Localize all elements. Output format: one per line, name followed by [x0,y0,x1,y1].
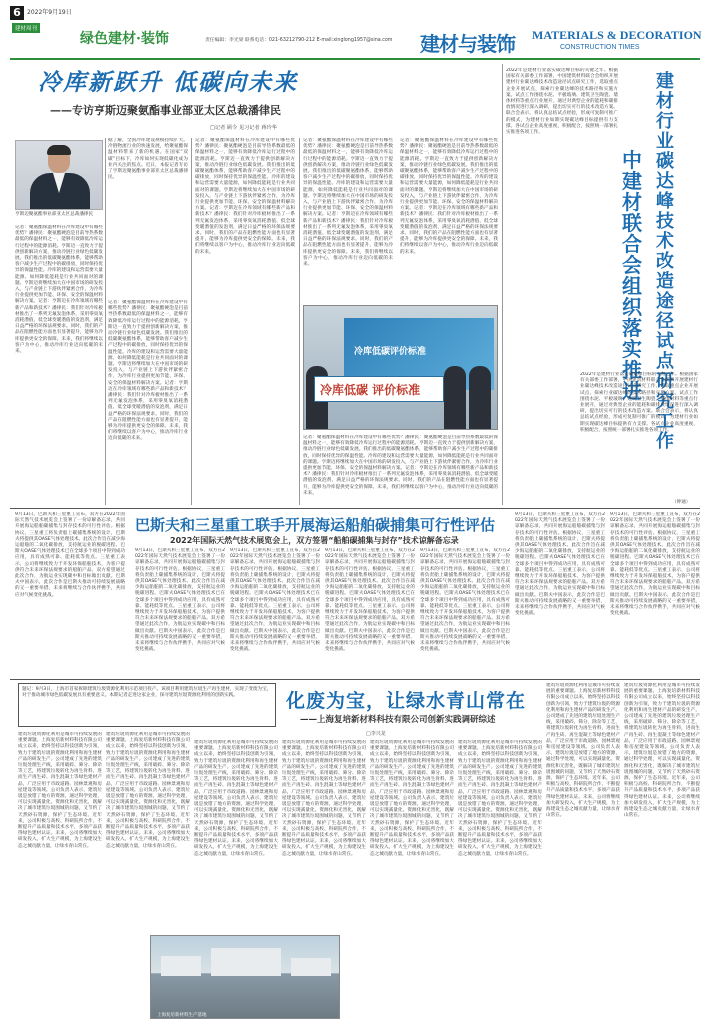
article2-col6: 9月13日，巴斯夫和三星重工宣布，双方在2022年国际天然气技术展览会上签署了一份谅解备忘录，共同开展海运船舶碳捕集与封存技术的可行性评估。根据协议，三星重工将负责船上碳捕集系统的设计，巴斯夫将提供其OASE气体处理技术。此次合作旨在减少海运船舶的二氧化碳排放，支持航运业的脱碳进程。巴斯夫OASE气体处理技术已在全球多个项目中得到成功应用，具有成熟可靠、能耗低等优点。三星重工表示，公司将继续致力于开发环保船舶技术，为客户提供符合未来环保法规要求的船舶产品。双方希望通过此次合作，为航运业实现碳中和目标做出贡献。巴斯夫中国表示，此次合作是巴斯夫推动可持续发展战略的又一重要举措，未来将继续与合作伙伴携手，共同应对气候变化挑战。 [515,512,605,617]
portrait-photo [15,140,103,210]
article1-col1: 记者：聚氨酯保温材料在冷库建设中有哪些优势？潘律民：聚氨酯硬泡是目前导热系数最低的保温材料之一，能够有效降低冷库运行过程中的能源消耗。亨斯迈一直致力于提供创新解决方案，推动冷链行业绿色低碳发展。我们推出的低碳聚氨酯体系，能够帮助客户减少生产过程中的碳排放，同时保持优异的保温性能。冷库的建设和运营需要大量能源，如何降低能耗是行业共同面对的课题。亨斯迈将继续加大在中国市场的研发投入，与产业链上下游伙伴紧密合作，为冷库行业提供更加节能、环保、安全的保温材料解决方案。记者：亨斯迈在冷库领域有哪些新产品和新技术？潘律民：我们针对冷库板材推出了一系列无氟发泡体系，采用零臭氧消耗潜值、低全球变暖潜值的发泡剂，满足日益严格的环保法规要求。同时，我们的产品在阻燃性能方面也有显著提升，能够为冷库提供更安全的保障。未来，我们将继续以客户为中心，推动冷库行业迈向低碳的未来。 [15,225,103,355]
article2-subheadline: 2022年国际天然气技术展览会上，双方签署“船舶碳捕集与封存”技术谅解备忘录 [170,536,459,545]
article2-col7: 9月13日，巴斯夫和三星重工宣布，双方在2022年国际天然气技术展览会上签署了一份谅解备忘录，共同开展海运船舶碳捕集与封存技术的可行性评估。根据协议，三星重工将负责船上碳捕集系统的设计，巴斯夫将提供其OASE气体处理技术。此次合作旨在减少海运船舶的二氧化碳排放，支持航运业的脱碳进程。巴斯夫OASE气体处理技术已在全球多个项目中得到成功应用，具有成熟可靠、能耗低等优点。三星重工表示，公司将继续致力于开发环保船舶技术，为客户提供符合未来环保法规要求的船舶产品。双方希望通过此次合作，为航运业实现碳中和目标做出贡献。巴斯夫中国表示，此次合作是巴斯夫推动可持续发展战略的又一重要举措，未来将继续与合作伙伴携手，共同应对气候变化挑战。 [610,512,700,617]
brand-title-cn: 建材与装饰 [420,32,515,56]
brand-title-en: MATERIALS & DECORATION [532,28,702,42]
right-article-title-2: 中建材联合会组织落实推进 [622,148,642,403]
editor-info: 责任编辑：李光梁 联系电话：021-63212790-212 E-mail:xinglong1957@sina.com [205,38,393,43]
article3-subheadline: ——上海复培新材料科技有限公司创新实践调研综述 [300,715,496,725]
article2-col5: 9月13日，巴斯夫和三星重工宣布，双方在2022年国际天然气技术展览会上签署了一份谅解备忘录，共同开展海运船舶碳捕集与封存技术的可行性评估。根据协议，三星重工将负责船上碳捕集系统的设计，巴斯夫将提供其OASE气体处理技术。此次合作旨在减少海运船舶的二氧化碳排放，支持航运业的脱碳进程。巴斯夫OASE气体处理技术已在全球多个项目中得到成功应用，具有成熟可靠、能耗低等优点。三星重工表示，公司将继续致力于开发环保船舶技术，为客户提供符合未来环保法规要求的船舶产品。双方希望通过此次合作，为航运业实现碳中和目标做出贡献。巴斯夫中国表示，此次合作是巴斯夫推动可持续发展战略的又一重要举措，未来将继续与合作伙伴携手，共同应对气候变化挑战。 [420,548,510,653]
event-plaque-text: 冷库低碳 评价标准 [320,383,421,397]
article1-col3: 记者：聚氨酯保温材料在冷库建设中有哪些优势？潘律民：聚氨酯硬泡是目前导热系数最低的保温材料之一，能够有效降低冷库运行过程中的能源消耗。亨斯迈一直致力于提供创新解决方案，推动冷链行业绿色低碳发展。我们推出的低碳聚氨酯体系，能够帮助客户减少生产过程中的碳排放，同时保持优异的保温性能。冷库的建设和运营需要大量能源，如何降低能耗是行业共同面对的课题。亨斯迈将继续加大在中国市场的研发投入，与产业链上下游伙伴紧密合作，为冷库行业提供更加节能、环保、安全的保温材料解决方案。记者：亨斯迈在冷库领域有哪些新产品和新技术？潘律民：我们针对冷库板材推出了一系列无氟发泡体系，采用零臭氧消耗潜值、低全球变暖潜值的发泡剂，满足日益严格的环保法规要求。同时，我们的产品在阻燃性能方面也有显著提升，能够为冷库提供更安全的保障。未来，我们将继续以客户为中心，推动冷库行业迈向低碳的未来。 [195,138,295,255]
article3-headline: 化废为宝，让绿水青山常在 [286,690,527,712]
article2-col2: 9月13日，巴斯夫和三星重工宣布，双方在2022年国际天然气技术展览会上签署了一份谅解备忘录，共同开展海运船舶碳捕集与封存技术的可行性评估。根据协议，三星重工将负责船上碳捕集系统的设计，巴斯夫将提供其OASE气体处理技术。此次合作旨在减少海运船舶的二氧化碳排放，支持航运业的脱碳进程。巴斯夫OASE气体处理技术已在全球多个项目中得到成功应用，具有成熟可靠、能耗低等优点。三星重工表示，公司将继续致力于开发环保船舶技术，为客户提供符合未来环保法规要求的船舶产品。双方希望通过此次合作，为航运业实现碳中和目标做出贡献。巴斯夫中国表示，此次合作是巴斯夫推动可持续发展战略的又一重要举措，未来将继续与合作伙伴携手，共同应对气候变化挑战。 [135,548,225,653]
right-article-body-1: 2022年是建材行业落实碳达峰目标的关键之年。根据国家有关部委工作部署，中国建筑材料联合会组织开展建材行业碳达峰技术改造途径试点研究工作，选取重点企业开展试点，探索行业碳达峰的技术路径和实施方案。试点工作围绕水泥、平板玻璃、建筑卫生陶瓷、墙体材料等重点行业展开，通过对典型企业的能耗和碳排放情况进行深入调研，提出切实可行的技术改造方案。联合会表示，将认真总结试点经验，形成可复制可推广的模式，为建材行业如期实现碳达峰目标提供有力支撑。各试点企业高度重视，积极配合，按照统一部署扎实推进各项工作。 [506,68,618,136]
article1-col4: 记者：聚氨酯保温材料在冷库建设中有哪些优势？潘律民：聚氨酯硬泡是目前导热系数最低的保温材料之一，能够有效降低冷库运行过程中的能源消耗。亨斯迈一直致力于提供创新解决方案，推动冷链行业绿色低碳发展。我们推出的低碳聚氨酯体系，能够帮助客户减少生产过程中的碳排放，同时保持优异的保温性能。冷库的建设和运营需要大量能源，如何降低能耗是行业共同面对的课题。亨斯迈将继续加大在中国市场的研发投入，与产业链上下游伙伴紧密合作，为冷库行业提供更加节能、环保、安全的保温材料解决方案。记者：亨斯迈在冷库领域有哪些新产品和新技术？潘律民：我们针对冷库板材推出了一系列无氟发泡体系，采用零臭氧消耗潜值、低全球变暖潜值的发泡剂，满足日益严格的环保法规要求。同时，我们的产品在阻燃性能方面也有显著提升，能够为冷库提供更安全的保障。未来，我们将继续以客户为中心，推动冷库行业迈向低碳的未来。 [303,138,393,268]
article3-col8: 建筑垃圾资源化利用是城市可持续发展的重要课题。上海复培新材料科技有限公司成立以来，始终坚持以科技创新为引领，致力于建筑垃圾的资源化利用和再生建材产品的研发生产。公司建成了先进的建筑垃圾处理生产线，采用破碎、筛分、除杂等工艺，将建筑垃圾转化为再生骨料，进而生产再生砖、再生混凝土等绿色建材产品，广泛应用于市政道路、园林景观和房屋建设等领域。公司负责人表示，建筑垃圾是放错了地方的资源，通过科学处理，可以实现减量化、资源化和无害化，既解决了城市建筑垃圾围城的问题，又节约了天然砂石资源，保护了生态环境。近年来，公司积极与高校、科研院所合作，不断提升产品质量和技术水平，多项产品获得绿色建材认证。未来，公司将继续加大研发投入，扩大生产规模，为上海建设生态之城贡献力量，让绿水青山常在。 [624,683,700,819]
article2-col3: 9月13日，巴斯夫和三星重工宣布，双方在2022年国际天然气技术展览会上签署了一份谅解备忘录，共同开展海运船舶碳捕集与封存技术的可行性评估。根据协议，三星重工将负责船上碳捕集系统的设计，巴斯夫将提供其OASE气体处理技术。此次合作旨在减少海运船舶的二氧化碳排放，支持航运业的脱碳进程。巴斯夫OASE气体处理技术已在全球多个项目中得到成功应用，具有成熟可靠、能耗低等优点。三星重工表示，公司将继续致力于开发环保船舶技术，为客户提供符合未来环保法规要求的船舶产品。双方希望通过此次合作，为航运业实现碳中和目标做出贡献。巴斯夫中国表示，此次合作是巴斯夫推动可持续发展战略的又一重要举措，未来将继续与合作伙伴携手，共同应对气候变化挑战。 [230,548,320,653]
event-screen-text: 冷库低碳评价标准 [354,347,427,357]
right-article-title-1: 建材行业碳达峰技术改造途径试点研究工作 [656,71,674,452]
right-article-body-2: 2022年是建材行业落实碳达峰目标的关键之年。根据国家有关部委工作部署，中国建筑材料联合会组织开展建材行业碳达峰技术改造途径试点研究工作，选取重点企业开展试点，探索行业碳达峰的技术路径和实施方案。试点工作围绕水泥、平板玻璃、建筑卫生陶瓷、墙体材料等重点行业展开，通过对典型企业的能耗和碳排放情况进行深入调研，提出切实可行的技术改造方案。联合会表示，将认真总结试点经验，形成可复制可推广的模式，为建材行业如期实现碳达峰目标提供有力支撑。各试点企业高度重视，积极配合，按照统一部署扎实推进各项工作。 [580,372,698,433]
factory-photo-caption: 上海复培新材料生产基地 [157,1013,207,1018]
article1-subheadline: ——专访亨斯迈聚氨酯事业部亚太区总裁潘律民 [50,104,281,117]
article3-col3: 建筑垃圾资源化利用是城市可持续发展的重要课题。上海复培新材料科技有限公司成立以来，始终坚持以科技创新为引领，致力于建筑垃圾的资源化利用和再生建材产品的研发生产。公司建成了先进的建筑垃圾处理生产线，采用破碎、筛分、除杂等工艺，将建筑垃圾转化为再生骨料，进而生产再生砖、再生混凝土等绿色建材产品，广泛应用于市政道路、园林景观和房屋建设等领域。公司负责人表示，建筑垃圾是放错了地方的资源，通过科学处理，可以实现减量化、资源化和无害化，既解决了城市建筑垃圾围城的问题，又节约了天然砂石资源，保护了生态环境。近年来，公司积极与高校、科研院所合作，不断提升产品质量和技术水平，多项产品获得绿色建材认证。未来，公司将继续加大研发投入，扩大生产规模，为上海建设生态之城贡献力量，让绿水青山常在。 [194,740,278,857]
article3-col5: 建筑垃圾资源化利用是城市可持续发展的重要课题。上海复培新材料科技有限公司成立以来，始终坚持以科技创新为引领，致力于建筑垃圾的资源化利用和再生建材产品的研发生产。公司建成了先进的建筑垃圾处理生产线，采用破碎、筛分、除杂等工艺，将建筑垃圾转化为再生骨料，进而生产再生砖、再生混凝土等绿色建材产品，广泛应用于市政道路、园林景观和房屋建设等领域。公司负责人表示，建筑垃圾是放错了地方的资源，通过科学处理，可以实现减量化、资源化和无害化，既解决了城市建筑垃圾围城的问题，又节约了天然砂石资源，保护了生态环境。近年来，公司积极与高校、科研院所合作，不断提升产品质量和技术水平，多项产品获得绿色建材认证。未来，公司将继续加大研发投入，扩大生产规模，为上海建设生态之城贡献力量，让绿水青山常在。 [370,740,454,857]
page-number: 6 [10,6,24,20]
section-tag: 建材周刊 [12,23,40,33]
article3-col4: 建筑垃圾资源化利用是城市可持续发展的重要课题。上海复培新材料科技有限公司成立以来，始终坚持以科技创新为引领，致力于建筑垃圾的资源化利用和再生建材产品的研发生产。公司建成了先进的建筑垃圾处理生产线，采用破碎、筛分、除杂等工艺，将建筑垃圾转化为再生骨料，进而生产再生砖、再生混凝土等绿色建材产品，广泛应用于市政道路、园林景观和房屋建设等领域。公司负责人表示，建筑垃圾是放错了地方的资源，通过科学处理，可以实现减量化、资源化和无害化，既解决了城市建筑垃圾围城的问题，又节约了天然砂石资源，保护了生态环境。近年来，公司积极与高校、科研院所合作，不断提升产品质量和技术水平，多项产品获得绿色建材认证。未来，公司将继续加大研发投入，扩大生产规模，为上海建设生态之城贡献力量，让绿水青山常在。 [282,740,366,857]
article1-lead: 据了解，全国冷库建设规模持续扩大。冷链物流行业的快速发展，给聚氨酯保温材料带来了新的机遇。在国家“双碳”目标下，冷库如何实现低碳化成为业内关注的焦点。近日，本报记者专访了亨斯迈聚氨酯事业部亚太区总裁潘律民。 [108,138,188,181]
brand-subtitle-en: CONSTRUCTION TIMES [560,44,640,51]
article3-col1: 建筑垃圾资源化利用是城市可持续发展的重要课题。上海复培新材料科技有限公司成立以来，始终坚持以科技创新为引领，致力于建筑垃圾的资源化利用和再生建材产品的研发生产。公司建成了先进的建筑垃圾处理生产线，采用破碎、筛分、除杂等工艺，将建筑垃圾转化为再生骨料，进而生产再生砖、再生混凝土等绿色建材产品，广泛应用于市政道路、园林景观和房屋建设等领域。公司负责人表示，建筑垃圾是放错了地方的资源，通过科学处理，可以实现减量化、资源化和无害化，既解决了城市建筑垃圾围城的问题，又节约了天然砂石资源，保护了生态环境。近年来，公司积极与高校、科研院所合作，不断提升产品质量和技术水平，多项产品获得绿色建材认证。未来，公司将继续加大研发投入，扩大生产规模，为上海建设生态之城贡献力量，让绿水青山常在。 [18,732,102,849]
article3-byline: □李兴龙 [366,731,386,737]
article3-col2: 建筑垃圾资源化利用是城市可持续发展的重要课题。上海复培新材料科技有限公司成立以来，始终坚持以科技创新为引领，致力于建筑垃圾的资源化利用和再生建材产品的研发生产。公司建成了先进的建筑垃圾处理生产线，采用破碎、筛分、除杂等工艺，将建筑垃圾转化为再生骨料，进而生产再生砖、再生混凝土等绿色建材产品，广泛应用于市政道路、园林景观和房屋建设等领域。公司负责人表示，建筑垃圾是放错了地方的资源，通过科学处理，可以实现减量化、资源化和无害化，既解决了城市建筑垃圾围城的问题，又节约了天然砂石资源，保护了生态环境。近年来，公司积极与高校、科研院所合作，不断提升产品质量和技术水平，多项产品获得绿色建材认证。未来，公司将继续加大研发投入，扩大生产规模，为上海建设生态之城贡献力量，让绿水青山常在。 [106,732,190,849]
article1-col5: 记者：聚氨酯保温材料在冷库建设中有哪些优势？潘律民：聚氨酯硬泡是目前导热系数最低的保温材料之一，能够有效降低冷库运行过程中的能源消耗。亨斯迈一直致力于提供创新解决方案，推动冷链行业绿色低碳发展。我们推出的低碳聚氨酯体系，能够帮助客户减少生产过程中的碳排放，同时保持优异的保温性能。冷库的建设和运营需要大量能源，如何降低能耗是行业共同面对的课题。亨斯迈将继续加大在中国市场的研发投入，与产业链上下游伙伴紧密合作，为冷库行业提供更加节能、环保、安全的保温材料解决方案。记者：亨斯迈在冷库领域有哪些新产品和新技术？潘律民：我们针对冷库板材推出了一系列无氟发泡体系，采用零臭氧消耗潜值、低全球变暖潜值的发泡剂，满足日益严格的环保法规要求。同时，我们的产品在阻燃性能方面也有显著提升，能够为冷库提供更安全的保障。未来，我们将继续以客户为中心，推动冷库行业迈向低碳的未来。 [400,138,498,255]
section-title: 绿色建材·装饰 [80,31,169,47]
article2-col4: 9月13日，巴斯夫和三星重工宣布，双方在2022年国际天然气技术展览会上签署了一份谅解备忘录，共同开展海运船舶碳捕集与封存技术的可行性评估。根据协议，三星重工将负责船上碳捕集系统的设计，巴斯夫将提供其OASE气体处理技术。此次合作旨在减少海运船舶的二氧化碳排放，支持航运业的脱碳进程。巴斯夫OASE气体处理技术已在全球多个项目中得到成功应用，具有成熟可靠、能耗低等优点。三星重工表示，公司将继续致力于开发环保船舶技术，为客户提供符合未来环保法规要求的船舶产品。双方希望通过此次合作，为航运业实现碳中和目标做出贡献。巴斯夫中国表示，此次合作是巴斯夫推动可持续发展战略的又一重要举措，未来将继续与合作伙伴携手，共同应对气候变化挑战。 [325,548,415,653]
article2-headline: 巴斯夫和三星重工联手开展海运船舶碳捕集可行性评估 [135,516,496,534]
right-article-byline: （钟通） [672,500,691,505]
factory-photo [150,935,340,1019]
portrait-caption: 亨斯迈聚氨酯事业部亚太区总裁潘律民 [15,212,94,217]
article1-col2: 记者：聚氨酯保温材料在冷库建设中有哪些优势？潘律民：聚氨酯硬泡是目前导热系数最低的保温材料之一，能够有效降低冷库运行过程中的能源消耗。亨斯迈一直致力于提供创新解决方案，推动冷链行业绿色低碳发展。我们推出的低碳聚氨酯体系，能够帮助客户减少生产过程中的碳排放，同时保持优异的保温性能。冷库的建设和运营需要大量能源，如何降低能耗是行业共同面对的课题。亨斯迈将继续加大在中国市场的研发投入，与产业链上下游伙伴紧密合作，为冷库行业提供更加节能、环保、安全的保温材料解决方案。记者：亨斯迈在冷库领域有哪些新产品和新技术？潘律民：我们针对冷库板材推出了一系列无氟发泡体系，采用零臭氧消耗潜值、低全球变暖潜值的发泡剂，满足日益严格的环保法规要求。同时，我们的产品在阻燃性能方面也有显著提升，能够为冷库提供更安全的保障。未来，我们将继续以客户为中心，推动冷库行业迈向低碳的未来。 [108,300,188,442]
article1-byline: □记者 顾令 见习记者 蒋玲华 [210,125,277,131]
article1-headline: 冷库新跃升 低碳向未来 [38,69,299,96]
article3-col7: 建筑垃圾资源化利用是城市可持续发展的重要课题。上海复培新材料科技有限公司成立以来，始终坚持以科技创新为引领，致力于建筑垃圾的资源化利用和再生建材产品的研发生产。公司建成了先进的建筑垃圾处理生产线，采用破碎、筛分、除杂等工艺，将建筑垃圾转化为再生骨料，进而生产再生砖、再生混凝土等绿色建材产品，广泛应用于市政道路、园林景观和房屋建设等领域。公司负责人表示，建筑垃圾是放错了地方的资源，通过科学处理，可以实现减量化、资源化和无害化，既解决了城市建筑垃圾围城的问题，又节约了天然砂石资源，保护了生态环境。近年来，公司积极与高校、科研院所合作，不断提升产品质量和技术水平，多项产品获得绿色建材认证。未来，公司将继续加大研发投入，扩大生产规模，为上海建设生态之城贡献力量，让绿水青山常在。 [546,683,620,819]
header-divider [10,58,700,60]
article3-col6: 建筑垃圾资源化利用是城市可持续发展的重要课题。上海复培新材料科技有限公司成立以来，始终坚持以科技创新为引领，致力于建筑垃圾的资源化利用和再生建材产品的研发生产。公司建成了先进的建筑垃圾处理生产线，采用破碎、筛分、除杂等工艺，将建筑垃圾转化为再生骨料，进而生产再生砖、再生混凝土等绿色建材产品，广泛应用于市政道路、园林景观和房屋建设等领域。公司负责人表示，建筑垃圾是放错了地方的资源，通过科学处理，可以实现减量化、资源化和无害化，既解决了城市建筑垃圾围城的问题，又节约了天然砂石资源，保护了生态环境。近年来，公司积极与高校、科研院所合作，不断提升产品质量和技术水平，多项产品获得绿色建材认证。未来，公司将继续加大研发投入，扩大生产规模，为上海建设生态之城贡献力量，让绿水青山常在。 [458,740,542,857]
event-photo [303,305,498,430]
article2-col1: 9月13日，巴斯夫和三星重工宣布，双方在2022年国际天然气技术展览会上签署了一份谅解备忘录，共同开展海运船舶碳捕集与封存技术的可行性评估。根据协议，三星重工将负责船上碳捕集系统的设计，巴斯夫将提供其OASE气体处理技术。此次合作旨在减少海运船舶的二氧化碳排放，支持航运业的脱碳进程。巴斯夫OASE气体处理技术已在全球多个项目中得到成功应用，具有成熟可靠、能耗低等优点。三星重工表示，公司将继续致力于开发环保船舶技术，为客户提供符合未来环保法规要求的船舶产品。双方希望通过此次合作，为航运业实现碳中和目标做出贡献。巴斯夫中国表示，此次合作是巴斯夫推动可持续发展战略的又一重要举措，未来将继续与合作伙伴携手，共同应对气候变化挑战。 [15,512,125,598]
issue-date: 2022年9月19日 [27,9,72,16]
article1-col6: 记者：聚氨酯保温材料在冷库建设中有哪些优势？潘律民：聚氨酯硬泡是目前导热系数最低的保温材料之一，能够有效降低冷库运行过程中的能源消耗。亨斯迈一直致力于提供创新解决方案，推动冷链行业绿色低碳发展。我们推出的低碳聚氨酯体系，能够帮助客户减少生产过程中的碳排放，同时保持优异的保温性能。冷库的建设和运营需要大量能源，如何降低能耗是行业共同面对的课题。亨斯迈将继续加大在中国市场的研发投入，与产业链上下游伙伴紧密合作，为冷库行业提供更加节能、环保、安全的保温材料解决方案。记者：亨斯迈在冷库领域有哪些新产品和新技术？潘律民：我们针对冷库板材推出了一系列无氟发泡体系，采用零臭氧消耗潜值、低全球变暖潜值的发泡剂，满足日益严格的环保法规要求。同时，我们的产品在阻燃性能方面也有显著提升，能够为冷库提供更安全的保障。未来，我们将继续以客户为中心，推动冷库行业迈向低碳的未来。 [303,435,498,496]
editor-note-box: 题记：9月3日，上海市首家拆除建筑垃圾资源化利用示范项目投产。该项目利用建筑垃圾生产再生建材，实现了变废为宝，对于推动城市绿色低碳发展具有重要意义。本期记者走进这家企业，探寻建筑垃圾资源化利用的创新实践。 [18,683,276,727]
